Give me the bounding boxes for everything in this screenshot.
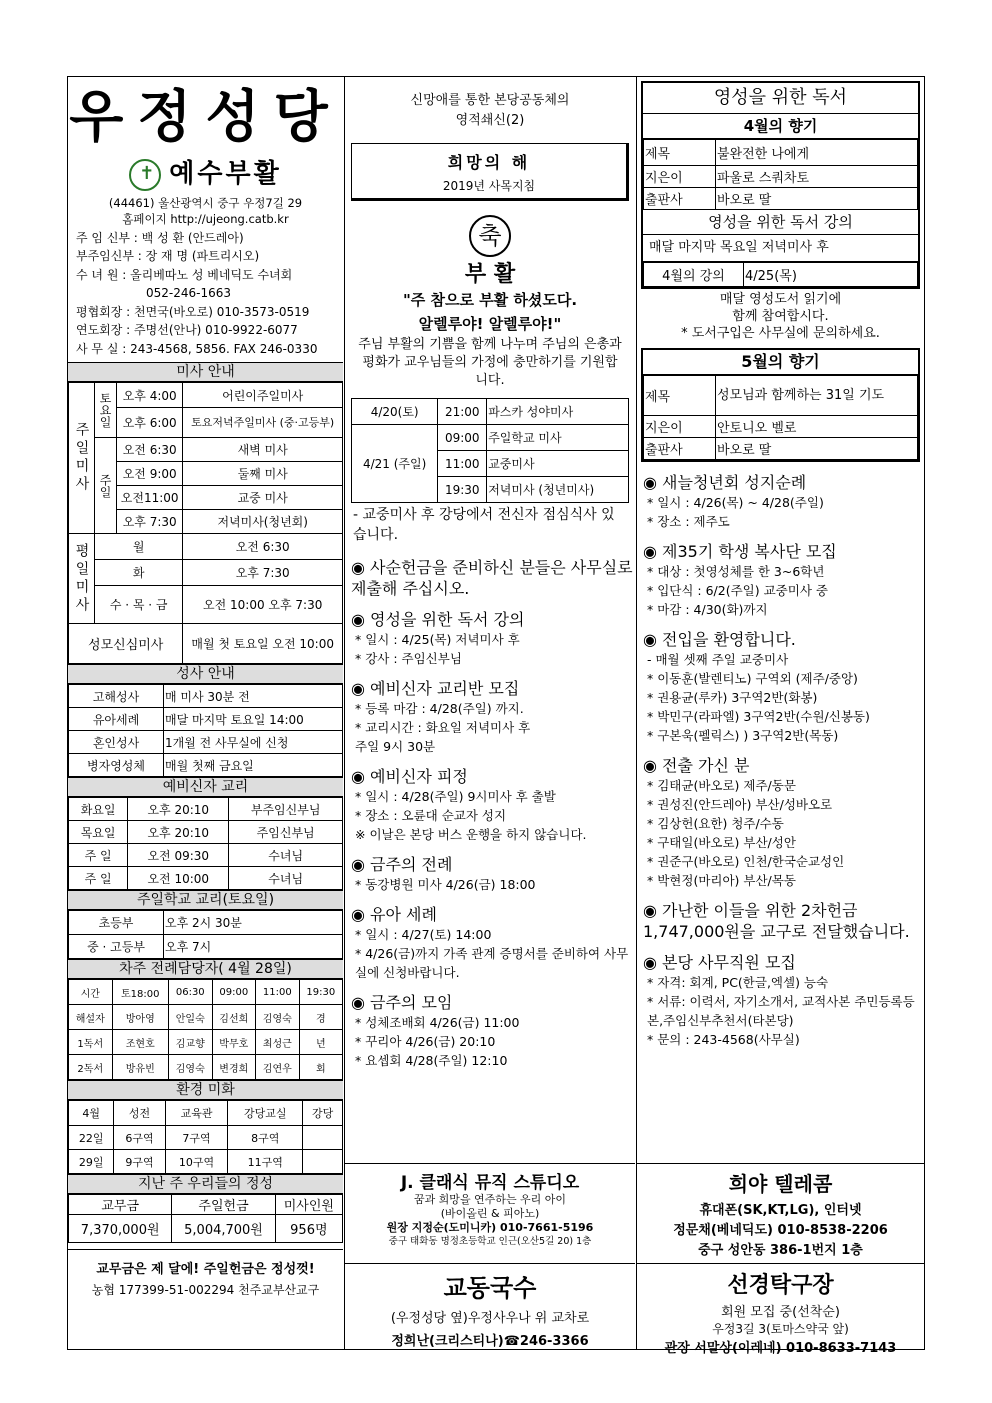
announcement-title: ◉ 제35기 학생 복사단 모집 xyxy=(643,542,837,561)
announcement-item: * 문의 : 243-4568(사무실) xyxy=(647,1032,800,1047)
announcement-item: * 강사 : 주임신부님 xyxy=(355,651,462,666)
easter-greeting: 주님 부활의 기쁨을 함께 나누며 주님의 은총과 평화가 교우님들의 가정에 충만하기를 기원합니다. xyxy=(358,337,622,388)
congrat-badge: 축 xyxy=(345,215,635,257)
catechumen-table: 화요일 오후 20:10 부주임신부님 목요일 오후 20:10 주임신부님 주 일 오전 09:30 수녀님 주 일 오전 10:00 수녀님 xyxy=(68,797,343,890)
may-box xyxy=(641,348,920,462)
announcement-item: * 마감 : 4/30(화)까지 xyxy=(647,602,768,617)
announcement-title: ◉ 유아 세례 xyxy=(351,905,437,924)
env-title: 환경 미화 xyxy=(68,1080,343,1100)
announcement xyxy=(637,900,924,942)
ad-pingpong: 선경탁구장 회원 모집 중(선착순) 우정3길 3(토마스약국 앞) 관장 서말상(이레네) 010-8633-7143 xyxy=(637,1263,924,1349)
ad-noodle: 교동국수 (우정성당 옆)우정사우나 위 교차로 정희난(크리스티나)☎246-3366 xyxy=(345,1263,635,1349)
catechumen-title: 예비신자 교리 xyxy=(68,777,343,797)
announcement-title: ◉ 영성을 위한 독서 강의 xyxy=(351,610,525,629)
reading-box xyxy=(641,81,920,289)
announcement-item: ※ 이날은 본당 버스 운행을 하지 않습니다. xyxy=(355,827,587,842)
ad-telecom: 희야 텔레콤 휴대폰(SK,KT,LG), 인터넷 정문채(베네딕도) 010-8538-2206 중구 성안동 386-1번지 1층 xyxy=(637,1163,924,1263)
announcement xyxy=(637,541,924,619)
sacrament-title: 성사 안내 xyxy=(68,664,343,684)
announcement-item: * 자격: 회계, PC(한글,엑셀) 능숙 xyxy=(647,975,829,990)
announcement-title: ◉ 사순헌금을 준비하신 분들은 사무실로 제출해 주십시오. xyxy=(351,558,633,598)
announcement-item: * 일시 : 4/27(토) 14:00 xyxy=(355,927,492,942)
announcement-item: * 서류: 이력서, 자기소개서, 교적사본 주민등록등본,주임신부추천서(타본당) xyxy=(647,994,915,1028)
middle-announcements xyxy=(345,557,635,1070)
announcement-item: * 등록 마감 : 4/28(주일) 까지. xyxy=(355,701,524,716)
announcement-item: * 교리시간 : 화요일 저녁미사 후 xyxy=(355,720,531,735)
announcement-item: * 김태균(바오로) 제주/동문 xyxy=(647,778,796,793)
announcement-title: ◉ 새늘청년회 성지순례 xyxy=(643,473,807,492)
easter-title: 부 활 xyxy=(464,262,516,287)
may-title: 5월의 향기 xyxy=(643,350,918,375)
offering-table: 교무금 주일헌금 미사인원 7,370,000원 5,004,700원 956명 xyxy=(68,1194,343,1243)
announcement-item: * 일시 : 4/26(목) ~ 4/28(주일) xyxy=(647,495,824,510)
reading-note: 매달 영성도서 읽기에 함께 참여합시다. * 도서구입은 사무실에 문의하세요. xyxy=(681,292,880,341)
right-announcements xyxy=(637,472,924,1049)
announcement-title: ◉ 가난한 이들을 위한 2차헌금 1,747,000원을 교구로 전달했습니다. xyxy=(643,901,910,941)
right-column xyxy=(637,77,924,1356)
announcement-title: ◉ 전입을 환영합니다. xyxy=(643,630,796,649)
announcement-item: * 동강병원 미사 4/26(금) 18:00 xyxy=(355,877,536,892)
announcement-item: * 입단식 : 6/2(주일) 교중미사 중 xyxy=(647,583,828,598)
announcement-title: ◉ 예비신자 교리반 모집 xyxy=(351,679,520,698)
announcement-title: ◉ 금주의 모임 xyxy=(351,993,453,1012)
announcement xyxy=(345,609,635,668)
announcement-title: ◉ 금주의 전례 xyxy=(351,855,453,874)
season-title: ✝예수부활 xyxy=(68,153,343,191)
announcement xyxy=(345,992,635,1070)
may-book: 제목 성모님과 함께하는 31일 기도 지은이 안토니오 벨로 출판사 바오로 딸 xyxy=(643,375,918,460)
staff-list: 주 임 신부 : 백 성 환 (안드레아) 부주임신부 : 장 재 명 (파트리시오) 수 녀 원 : 올리베따노 성 베네딕도 수녀회 052-246-1663 평협회장 : 천면국(바오로) 010-3573-0519 연도회장 : 주명선(안나) 010-9922-6077 사 무 실 : 243-4568, 5856. FAX 246-0330 xyxy=(76,230,318,356)
left-column xyxy=(68,77,343,1349)
parish-name: 우정성당 xyxy=(69,84,342,150)
announcement-item: * 구본욱(펠릭스) ) 3구역2반(목동) xyxy=(647,728,839,743)
announcement-item: * 일시 : 4/28(주일) 9시미사 후 출발 xyxy=(355,789,556,804)
announcement-item: * 이동훈(발렌티노) 구역외 (제주/중앙) xyxy=(647,671,858,686)
lecture-date: 4월의 강의 4/25(목) xyxy=(643,262,918,287)
lecture-title: 영성을 위한 독서 강의 xyxy=(643,210,918,235)
sundayschool-title: 주일학교 교리(토요일) xyxy=(68,890,343,910)
announcement xyxy=(345,904,635,982)
announcement-item: * 성체조배회 4/26(금) 11:00 xyxy=(355,1015,520,1030)
lecture-time: 매달 마지막 목요일 저녁미사 후 xyxy=(643,235,918,262)
announcement-item: * 장소 : 제주도 xyxy=(647,514,730,529)
middle-column xyxy=(345,77,635,1349)
homepage[interactable]: 홈페이지 http://ujeong.catb.kr xyxy=(122,211,289,226)
announcement-item: * 박현정(마리아) 부산/목동 xyxy=(647,873,796,888)
sacrament-table: 고해성사 매 미사 30분 전 유아세례 매달 마지막 토요일 14:00 혼인성사 1개월 전 사무실에 신청 병자영성체 매월 첫째 금요일 xyxy=(68,684,343,777)
announcement-item: - 매월 셋째 주일 교중미사 xyxy=(647,652,789,667)
announcement-title: ◉ 본당 사무직원 모집 xyxy=(643,953,796,972)
april-title: 4월의 향기 xyxy=(643,114,918,139)
reading-title: 영성을 위한 독서 xyxy=(643,83,918,114)
announcement-item: * 꾸리아 4/26(금) 20:10 xyxy=(355,1034,496,1049)
announcement-item: * 박민구(라파엘) 3구역2반(수원/신봉동) xyxy=(647,709,870,724)
parish-logo-icon xyxy=(129,159,161,191)
sundayschool-table: 초등부 오후 2시 30분 중 · 고등부 오후 7시 xyxy=(68,910,343,959)
announcement xyxy=(345,854,635,894)
announcement xyxy=(345,678,635,756)
announcement xyxy=(637,755,924,890)
offering-title: 지난 주 우리들의 정성 xyxy=(68,1174,343,1194)
announcement-item: * 김상헌(요한) 청주/수동 xyxy=(647,816,784,831)
lunch-note: - 교중미사 후 강당에서 전신자 점심식사 있습니다. xyxy=(353,507,615,543)
april-book: 제목 불완전한 나에게 지은이 파울로 스쿼차토 출판사 바오로 딸 xyxy=(643,139,918,210)
announcement xyxy=(637,629,924,745)
address: (44461) 울산광역시 중구 우정7길 29 xyxy=(108,195,303,210)
footer-notice: 교무금은 제 달에! 주일헌금은 정성껏! 농협 177399-51-002294 천주교부산교구 xyxy=(68,1249,343,1298)
announcement-item: * 권성진(안드레아) 부산/성바오로 xyxy=(647,797,833,812)
liturgy-title: 차주 전례담당자( 4월 28일) xyxy=(68,959,343,979)
announcement xyxy=(345,557,635,599)
ad-music-studio: J. 클래식 뮤직 스튜디오 꿈과 희망을 연주하는 우리 아이 (바이올린 & 피아노) 원장 지정순(도미니카) 010-7661-5196 중구 태화동 명정초등학교 인근(오산5길 20) 1층 xyxy=(345,1163,635,1263)
announcement xyxy=(637,952,924,1049)
announcement-title: ◉ 예비신자 피정 xyxy=(351,767,468,786)
mass-title: 미사 안내 xyxy=(68,362,343,382)
bulletin-frame xyxy=(67,76,925,1356)
announcement-item: 주일 9시 30분 xyxy=(355,739,436,754)
announcement-item: * 대상 : 첫영성체를 한 3~6학년 xyxy=(647,564,825,579)
announcement-title: ◉ 전출 가신 분 xyxy=(643,756,750,775)
announcement xyxy=(637,472,924,531)
announcement xyxy=(345,766,635,844)
announcement-item: * 구태일(바오로) 부산/성안 xyxy=(647,835,796,850)
announcement-item: * 권용균(루카) 3구역2반(화봉) xyxy=(647,690,818,705)
announcement-item: * 4/26(금)까지 가족 관계 증명서를 준비하여 사무실에 신청바랍니다. xyxy=(355,946,629,980)
mass-table: 주일미사 토요일 오후 4:00 어린이주일미사 오후 6:00 토요저녁주일미사 (중·고등부) 주일 오전 6:30 새벽 미사 오전 9:00 둘째 미사 오전11:00 교중 미사 오후 7:30 저녁미사(청년회) 평일미사 월 오전 6:30 화 오후 7:30 수 · 목 · 금 오전 10:00 오후 7:30 성모신심미사 매월 첫 토요일 오전 10:00 xyxy=(68,382,343,664)
year-theme: 희망의 해 2019년 사목지침 xyxy=(351,143,629,201)
announcement-item: * 권준구(바오로) 인천/한국순교성인 xyxy=(647,854,845,869)
announcement-item: * 요셉회 4/28(주일) 12:10 xyxy=(355,1053,508,1068)
motto: 신망애를 통한 본당공동체의 영적쇄신(2) xyxy=(410,93,570,128)
liturgy-table: 시간 토18:00 06:30 09:00 11:00 19:30 해설자 방아영 안일숙 김선희 김영숙 경 1독서 조현호 김교향 박무호 최성근 년 2독서 방유빈 김영숙 변경희 김연우 회 xyxy=(68,979,343,1080)
easter-schedule: 4/20(토) 21:00 파스카 성야미사 4/21 (주일) 09:00 주일학교 미사 11:00 교중미사 19:30 저녁미사 (청년미사) xyxy=(351,398,629,503)
env-table: 4월 성전 교육관 강당교실 강당 22일 6구역 7구역 8구역 29일 9구역 10구역 11구역 xyxy=(68,1100,343,1174)
announcement-item: * 장소 : 오륜대 순교자 성지 xyxy=(355,808,507,823)
announcement-item: * 일시 : 4/25(목) 저녁미사 후 xyxy=(355,632,520,647)
easter-quote: "주 참으로 부활 하셨도다. 알렐루야! 알렐루야!" xyxy=(402,291,578,333)
